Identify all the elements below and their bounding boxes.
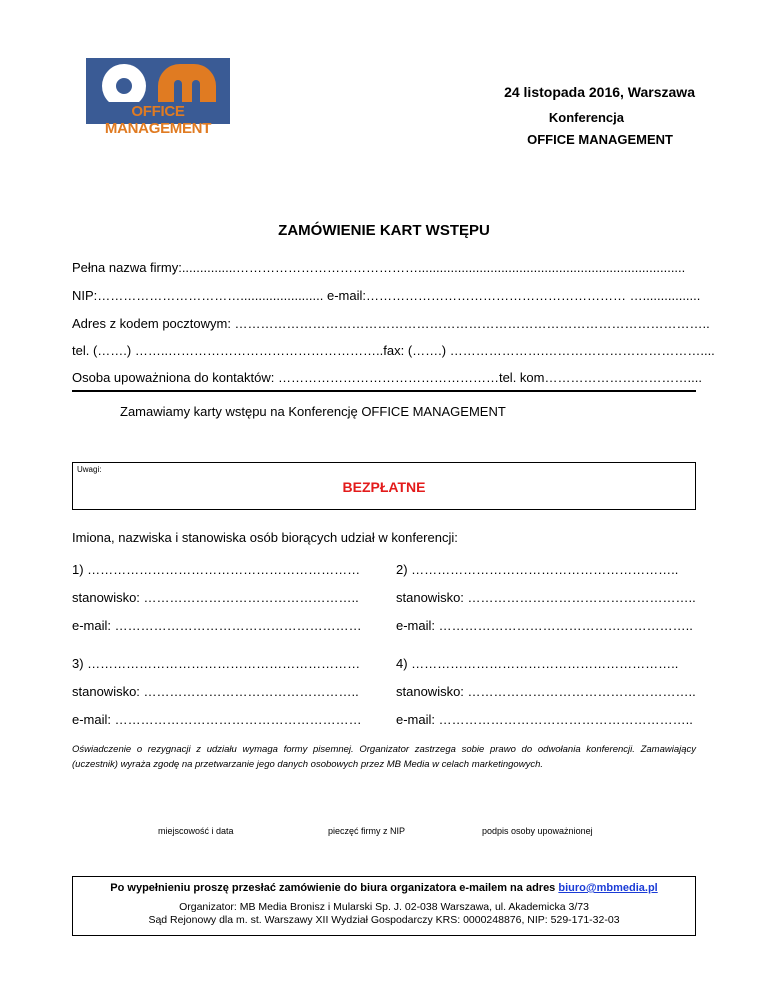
place-date-label: miejscowość i data bbox=[158, 826, 234, 836]
participant-4-name[interactable]: 4) …………………………………………………….. bbox=[396, 656, 679, 671]
footer-box bbox=[72, 876, 696, 936]
order-text: Zamawiamy karty wstępu na Konferencję OFFICE MANAGEMENT bbox=[120, 404, 506, 419]
footer-instruction-text: Po wypełnieniu proszę przesłać zamówienie do biura organizatora e-mailem na adres bbox=[110, 882, 556, 894]
logo-letter-m-gap bbox=[174, 80, 182, 102]
signature-label: podpis osoby upoważnionej bbox=[482, 826, 593, 836]
company-stamp-label: pieczęć firmy z NIP bbox=[328, 826, 406, 836]
participant-1-email[interactable]: e-mail: ………………………………………………… bbox=[72, 618, 362, 633]
participant-1-position[interactable]: stanowisko: ………………………………………….. bbox=[72, 590, 359, 605]
participant-2-name[interactable]: 2) …………………………………………………….. bbox=[396, 562, 679, 577]
divider bbox=[72, 390, 696, 392]
participant-2-email[interactable]: e-mail: ………………………………………………….. bbox=[396, 618, 693, 633]
organizer-email-link[interactable]: biuro@mbmedia.pl bbox=[558, 882, 658, 894]
participant-4-email[interactable]: e-mail: ………………………………………………….. bbox=[396, 712, 693, 727]
participant-3-name[interactable]: 3) ……………………………………………………… bbox=[72, 656, 361, 671]
company-name-field[interactable]: Pełna nazwa firmy:...............…………………………………….......................................................................... bbox=[72, 260, 686, 275]
event-type: Konferencja bbox=[548, 110, 624, 125]
footer-instruction bbox=[73, 882, 695, 894]
nip-email-field[interactable]: NIP:……………………………....................... e-mail:…………………………………………………… …................ bbox=[72, 288, 701, 303]
participants-heading: Imiona, nazwiska i stanowiska osób biorących udział w konferencji: bbox=[72, 530, 458, 545]
address-field[interactable]: Adres z kodem pocztowym: ……………………………………………………………………………………………….. bbox=[72, 316, 710, 331]
participant-1-name[interactable]: 1) ……………………………………………………… bbox=[72, 562, 361, 577]
event-date-place: 24 listopada 2016, Warszawa bbox=[504, 84, 695, 100]
logo-letter-o-hole bbox=[116, 78, 132, 94]
notes-label: Uwagi: bbox=[77, 465, 102, 474]
footer-organizer-info bbox=[73, 901, 695, 927]
logo-letter-m-gap bbox=[192, 80, 200, 102]
participant-3-position[interactable]: stanowisko: ………………………………………….. bbox=[72, 684, 359, 699]
event-name: OFFICE MANAGEMENT bbox=[527, 132, 673, 147]
logo-text: OFFICE MANAGEMENT bbox=[104, 103, 212, 137]
participant-2-position[interactable]: stanowisko: …………………………………………….. bbox=[396, 590, 696, 605]
logo-letter-m bbox=[158, 64, 216, 102]
participant-4-position[interactable]: stanowisko: …………………………………………….. bbox=[396, 684, 696, 699]
notes-box[interactable] bbox=[72, 462, 696, 510]
page-title: ZAMÓWIENIE KART WSTĘPU bbox=[278, 222, 490, 239]
office-management-logo bbox=[86, 58, 230, 137]
participant-3-email[interactable]: e-mail: ………………………………………………… bbox=[72, 712, 362, 727]
contact-person-field[interactable]: Osoba upoważniona do kontaktów: ……………………………………………tel. kom…………………………….... bbox=[72, 370, 702, 385]
court-registration: Sąd Rejonowy dla m. st. Warszawy XII Wydział Gospodarczy KRS: 0000248876, NIP: 529-171-32-03 bbox=[148, 914, 620, 926]
tel-fax-field[interactable]: tel. (…….) ……..…………………………………………..fax: (…….) ………………….……………………………….... bbox=[72, 343, 715, 358]
organizer-address: Organizator: MB Media Bronisz i Mularski Sp. J. 02-038 Warszawa, ul. Akademicka 3/73 bbox=[179, 901, 589, 913]
cancellation-statement: Oświadczenie o rezygnacji z udziału wymaga formy pisemnej. Organizator zastrzega sobie prawo do odwołania konferencji. Zamawiający (uczestnik) wyraża zgodę na przetwarzanie jego danych osobowych przez MB Media w celach marketingowych. bbox=[72, 744, 696, 770]
notes-value: BEZPŁATNE bbox=[342, 479, 426, 495]
